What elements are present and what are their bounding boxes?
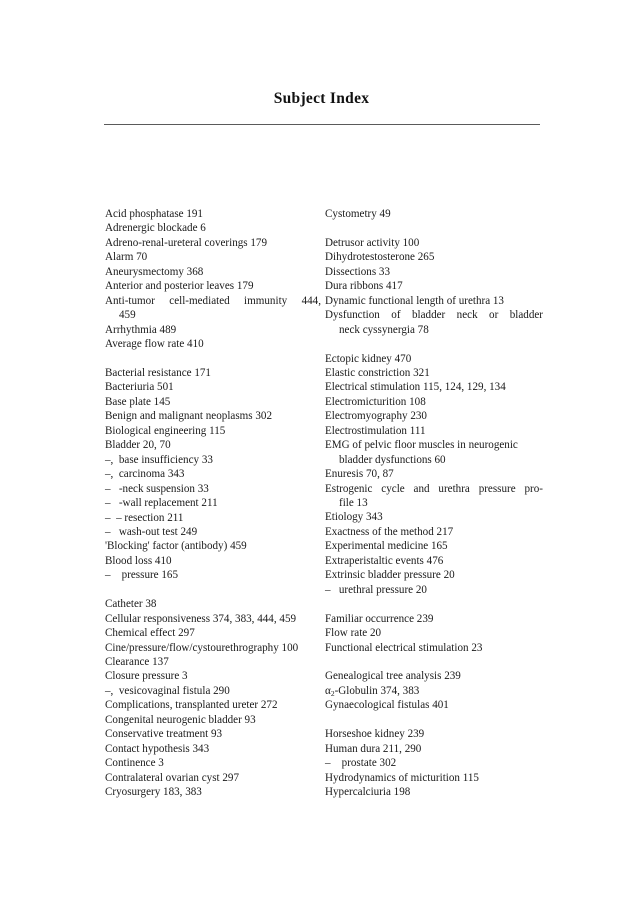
index-entry-continuation: bladder dysfunctions 60	[339, 453, 446, 466]
index-entry	[105, 539, 321, 553]
index-entry-line: Dihydrotestosterone 265	[325, 251, 435, 264]
index-entry-line: Bacterial resistance 171	[105, 366, 211, 379]
index-entry-line: Bacteriuria 501	[105, 381, 174, 394]
index-entry-line: Exactness of the method 217	[325, 525, 454, 538]
index-entry	[105, 727, 321, 741]
index-entry-line: Biological engineering 115	[105, 424, 226, 437]
index-letter-group	[105, 366, 321, 583]
index-entry-line: Dissections 33	[325, 265, 391, 278]
index-entry-line: Blood loss 410	[105, 554, 172, 567]
page-title: Subject Index	[273, 90, 370, 107]
index-entry	[105, 525, 321, 539]
index-entry-line: Enuresis 70, 87	[325, 468, 394, 481]
index-entry-line: Extraperistaltic events 476	[325, 554, 444, 567]
index-entry-line: Estrogenic cycle and urethra pressure pro-	[325, 482, 543, 495]
index-entry-line: Hydrodynamics of micturition 115	[325, 771, 479, 784]
index-entry-line: Continence 3	[105, 757, 164, 770]
index-entry-line: Base plate 145	[105, 395, 171, 408]
index-letter-group	[325, 612, 543, 655]
index-entry-line: Elastic constriction 321	[325, 366, 430, 379]
index-entry	[105, 496, 321, 510]
index-entry-line: 'Blocking' factor (antibody) 459	[105, 540, 247, 553]
index-entry-line: Cellular responsiveness 374, 383, 444, 459	[105, 612, 297, 625]
index-entry	[325, 395, 543, 409]
index-entry-line: Dynamic functional length of urethra 13	[325, 294, 504, 307]
index-entry-line: – – resection 211	[105, 511, 184, 524]
index-letter-group	[105, 207, 321, 352]
index-entry-line: Etiology 343	[325, 511, 383, 524]
index-entry-line: Cystometry 49	[325, 208, 391, 220]
index-entry	[325, 756, 543, 770]
index-entry	[325, 539, 543, 553]
index-entry	[325, 409, 543, 423]
index-entry	[325, 641, 543, 655]
index-entry	[325, 424, 543, 438]
index-entry-line: Cine/pressure/flow/cystourethrography 100	[105, 641, 299, 654]
index-entry-line: Conservative treatment 93	[105, 728, 223, 741]
index-entry	[105, 626, 321, 640]
index-entry-line: Adreno-renal-ureteral coverings 179	[105, 236, 268, 249]
index-entry	[325, 510, 543, 524]
index-entry	[325, 684, 543, 698]
index-entry	[105, 698, 321, 712]
index-entry	[105, 337, 321, 351]
index-entry-line: Acid phosphatase 191	[105, 208, 203, 220]
index-entry	[325, 467, 543, 481]
index-entry	[325, 626, 543, 640]
index-entry-continuation: 459	[119, 309, 136, 322]
index-entry	[325, 438, 543, 467]
index-letter-group	[325, 207, 543, 221]
index-entry-line: Average flow rate 410	[105, 338, 204, 351]
index-entry	[325, 482, 543, 511]
index-entry	[325, 583, 543, 597]
index-entry-line: Complications, transplanted ureter 272	[105, 699, 278, 712]
index-entry	[325, 265, 543, 279]
index-entry-line: – prostate 302	[325, 757, 397, 770]
index-entry	[105, 438, 321, 452]
index-entry	[105, 279, 321, 293]
index-entry-line: – wash-out test 249	[105, 525, 198, 538]
index-entry-line: Detrusor activity 100	[325, 236, 420, 249]
index-entry-line: – urethral pressure 20	[325, 583, 427, 596]
title-divider	[104, 124, 540, 125]
index-entry	[325, 366, 543, 380]
index-entry	[105, 597, 321, 611]
index-entry	[325, 568, 543, 582]
index-entry	[105, 207, 321, 221]
index-entry-line: Anti-tumor cell-mediated immunity 444,	[105, 294, 321, 307]
index-entry-line: Electromyography 230	[325, 410, 427, 423]
index-entry-line: $\alpha_2$-Globulin 374, 383	[325, 684, 420, 698]
index-entry	[105, 742, 321, 756]
index-entry-line: Electrical stimulation 115, 124, 129, 134	[325, 381, 506, 394]
index-entry	[105, 511, 321, 525]
index-entry	[325, 525, 543, 539]
index-entry-line: Ectopic kidney 470	[325, 352, 412, 365]
index-letter-group	[325, 236, 543, 337]
index-entry	[105, 655, 321, 669]
index-entry	[105, 453, 321, 467]
index-entry	[325, 785, 543, 799]
index-entry-line: Chemical effect 297	[105, 627, 195, 640]
index-entry	[325, 236, 543, 250]
index-entry	[325, 698, 543, 712]
index-entry-line: Gynaecological fistulas 401	[325, 699, 449, 712]
index-entry-line: Bladder 20, 70	[105, 439, 171, 452]
index-entry	[105, 641, 321, 655]
index-entry	[105, 684, 321, 698]
index-entry-line: – pressure 165	[105, 569, 179, 582]
index-entry	[105, 323, 321, 337]
index-entry-line: Clearance 137	[105, 656, 169, 669]
index-entry-line: Benign and malignant neoplasms 302	[105, 410, 272, 423]
index-entry-line: –, vesicovaginal fistula 290	[105, 684, 230, 697]
index-entry-line: Alarm 70	[105, 251, 148, 264]
index-entry	[325, 727, 543, 741]
index-entry	[105, 395, 321, 409]
index-entry	[105, 424, 321, 438]
index-entry-line: Human dura 211, 290	[325, 742, 422, 755]
index-entry	[105, 482, 321, 496]
index-letter-group	[325, 352, 543, 598]
index-entry	[325, 352, 543, 366]
index-letter-group	[325, 669, 543, 712]
index-entry-line: Congenital neurogenic bladder 93	[105, 713, 256, 726]
index-entry	[105, 380, 321, 394]
index-entry-line: Functional electrical stimulation 23	[325, 641, 483, 654]
index-entry-line: Dysfunction of bladder neck or bladder	[325, 309, 543, 322]
index-entry	[325, 294, 543, 308]
index-entry	[105, 250, 321, 264]
index-entry	[325, 279, 543, 293]
index-entry-line: – -neck suspension 33	[105, 482, 209, 495]
index-entry	[105, 669, 321, 683]
index-entry-line: Extrinsic bladder pressure 20	[325, 569, 455, 582]
index-entry-continuation: file 13	[339, 497, 368, 510]
index-entry	[105, 612, 321, 626]
index-entry-line: –, base insufficiency 33	[105, 453, 213, 466]
index-entry	[325, 308, 543, 337]
index-column-right	[325, 207, 543, 800]
index-entry-line: Genealogical tree analysis 239	[325, 670, 461, 683]
index-entry-line: Closure pressure 3	[105, 670, 188, 683]
index-entry-line: Horseshoe kidney 239	[325, 728, 425, 741]
index-entry	[105, 785, 321, 799]
index-entry-line: Contact hypothesis 343	[105, 742, 210, 755]
index-entry-line: Catheter 38	[105, 598, 157, 611]
index-entry	[325, 742, 543, 756]
index-entry	[105, 221, 321, 235]
index-entry-line: Experimental medicine 165	[325, 540, 448, 553]
index-entry	[105, 409, 321, 423]
index-entry	[105, 236, 321, 250]
index-entry-line: Contralateral ovarian cyst 297	[105, 771, 240, 784]
index-entry-line: Electromicturition 108	[325, 395, 426, 408]
index-entry	[105, 294, 321, 323]
index-letter-group	[105, 597, 321, 799]
index-entry	[105, 554, 321, 568]
index-entry	[105, 771, 321, 785]
index-entry-line: –, carcinoma 343	[105, 468, 185, 481]
index-entry-line: Hypercalciuria 198	[325, 786, 411, 799]
index-column-left	[105, 207, 321, 800]
index-entry	[325, 554, 543, 568]
index-entry-line: Arrhythmia 489	[105, 323, 177, 336]
index-entry	[325, 771, 543, 785]
index-entry-continuation: neck cyssynergia 78	[339, 323, 429, 336]
index-entry	[325, 380, 543, 394]
index-entry-line: Adrenergic blockade 6	[105, 222, 206, 235]
index-entry	[105, 713, 321, 727]
index-letter-group	[325, 727, 543, 799]
index-entry	[325, 612, 543, 626]
index-entry-line: Aneurysmectomy 368	[105, 265, 204, 278]
index-entry-line: – -wall replacement 211	[105, 497, 218, 510]
index-entry-line: Cryosurgery 183, 383	[105, 786, 202, 799]
index-entry-line: Dura ribbons 417	[325, 280, 403, 293]
index-entry	[325, 669, 543, 683]
index-entry-line: EMG of pelvic floor muscles in neurogenic	[325, 439, 518, 452]
index-entry-line: Anterior and posterior leaves 179	[105, 280, 254, 293]
index-entry	[105, 568, 321, 582]
index-entry	[105, 467, 321, 481]
index-entry-line: Electrostimulation 111	[325, 424, 426, 437]
index-entry	[105, 756, 321, 770]
index-entry	[105, 265, 321, 279]
index-entry	[105, 366, 321, 380]
index-entry-line: Familiar occurrence 239	[325, 612, 434, 625]
index-entry	[325, 207, 543, 221]
index-entry	[325, 250, 543, 264]
index-entry-line: Flow rate 20	[325, 627, 382, 640]
